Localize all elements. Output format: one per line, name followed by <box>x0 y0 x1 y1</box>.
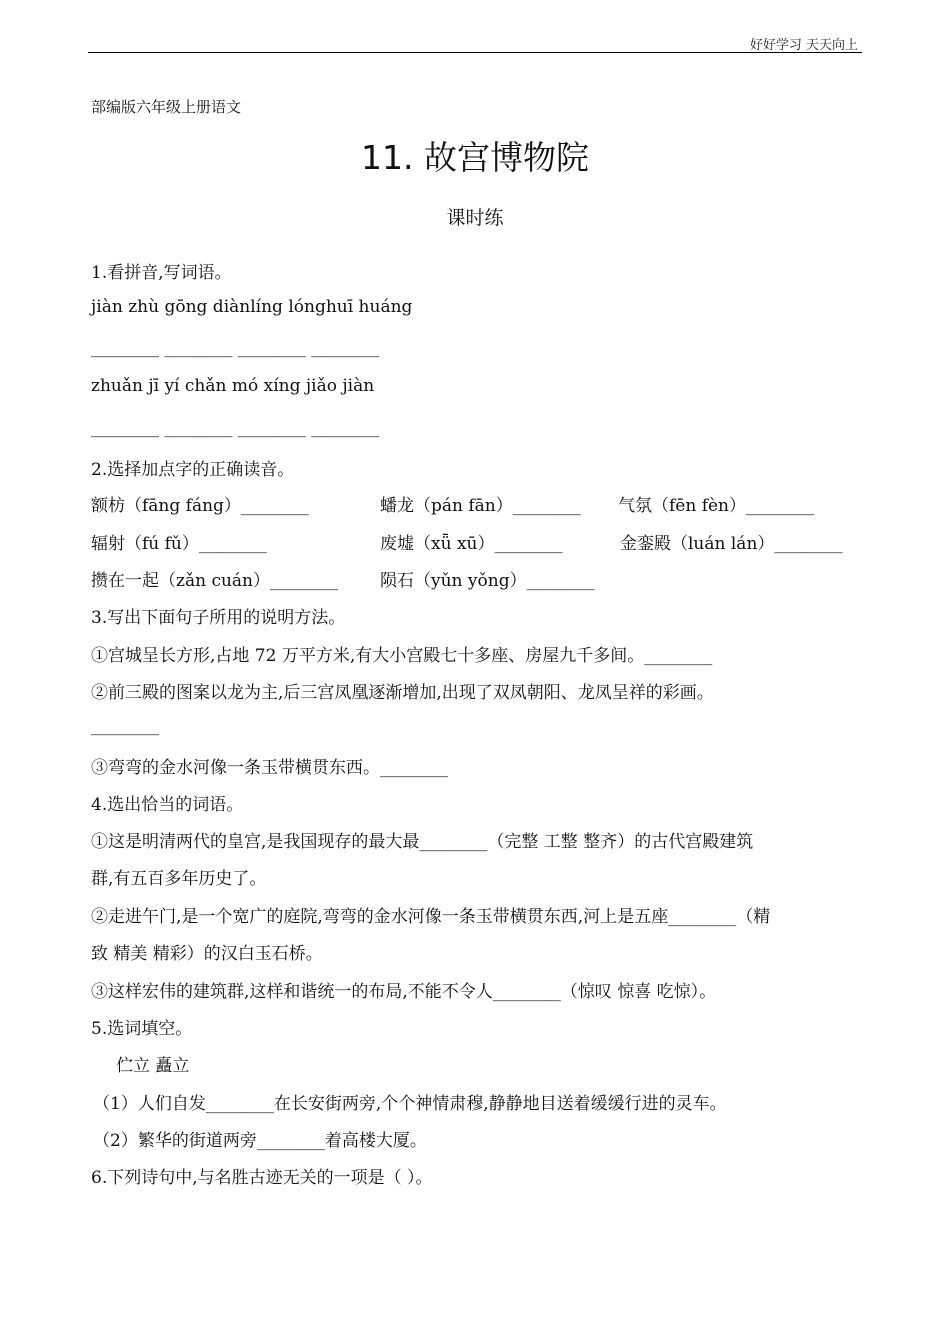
q3-sentence-3[interactable]: ③弯弯的金水河像一条玉带横贯东西。________ <box>91 758 448 778</box>
q4-sentence-2b: 致 精美 精彩）的汉白玉石桥。 <box>91 944 323 964</box>
q2-item[interactable]: 额枋（fāng fáng）________ <box>91 496 309 516</box>
q3-sentence-1[interactable]: ①宫城呈长方形,占地 72 万平方米,有大小宫殿七十多座、房屋九千多间。________ <box>91 646 713 666</box>
q2-item[interactable]: 辐射（fú fǔ）________ <box>91 534 267 554</box>
q6-heading[interactable]: 6.下列诗句中,与名胜古迹无关的一项是（ ）。 <box>91 1168 433 1188</box>
q2-item[interactable]: 废墟（xǖ xū）________ <box>380 534 563 554</box>
q2-item[interactable]: 攒在一起（zǎn cuán）________ <box>91 571 338 591</box>
q2-item[interactable]: 蟠龙（pán fān）________ <box>380 496 581 516</box>
q5-heading: 5.选词填空。 <box>91 1019 193 1039</box>
q1-heading: 1.看拼音,写词语。 <box>91 263 232 283</box>
q1-pinyin-row2: zhuǎn jī yí chǎn mó xíng jiǎo jiàn <box>91 376 375 396</box>
q4-sentence-3[interactable]: ③这样宏伟的建筑群,这样和谐统一的布局,不能不令人________（惊叹 惊喜 吃惊）。 <box>91 982 717 1002</box>
q5-sentence-2[interactable]: （2）繁华的街道两旁________着高楼大厦。 <box>93 1131 427 1151</box>
q1-blanks-row1[interactable]: ________ ________ ________ ________ <box>91 338 380 358</box>
header-divider <box>88 52 862 53</box>
q4-heading: 4.选出恰当的词语。 <box>91 795 244 815</box>
q5-sentence-1[interactable]: （1）人们自发________在长安街两旁,个个神情肃穆,静静地目送着缓缓行进的灵车。 <box>93 1094 727 1114</box>
q4-sentence-1a[interactable]: ①这是明清两代的皇宫,是我国现存的最大最________（完整 工整 整齐）的古代宫殿建筑 <box>91 832 754 852</box>
q3-heading: 3.写出下面句子所用的说明方法。 <box>91 608 346 628</box>
lesson-title: 11. 故宫博物院 <box>361 138 589 177</box>
q3-sentence-2: ②前三殿的图案以龙为主,后三宫凤凰逐渐增加,出现了双凤朝阳、龙凤呈祥的彩画。 <box>91 683 714 703</box>
q2-item[interactable]: 陨石（yǔn yǒng）________ <box>380 571 595 591</box>
q5-word-options: 伫立 矗立 <box>116 1056 190 1076</box>
q2-item[interactable]: 气氛（fēn fèn）________ <box>618 496 815 516</box>
q3-sentence-2-blank[interactable]: ________ <box>91 716 159 736</box>
header-slogan: 好好学习 天天向上 <box>749 38 858 53</box>
book-label: 部编版六年级上册语文 <box>91 98 242 116</box>
q2-heading: 2.选择加点字的正确读音。 <box>91 460 295 480</box>
q2-item[interactable]: 金銮殿（luán lán）________ <box>620 534 843 554</box>
q4-sentence-2a[interactable]: ②走进午门,是一个宽广的庭院,弯弯的金水河像一条玉带横贯东西,河上是五座________（精 <box>91 907 771 927</box>
lesson-subtitle: 课时练 <box>446 207 504 229</box>
q1-pinyin-row1: jiàn zhù gōng diànlíng lónghuī huáng <box>91 297 413 317</box>
q4-sentence-1b: 群,有五百多年历史了。 <box>91 869 267 889</box>
q1-blanks-row2[interactable]: ________ ________ ________ ________ <box>91 418 380 438</box>
